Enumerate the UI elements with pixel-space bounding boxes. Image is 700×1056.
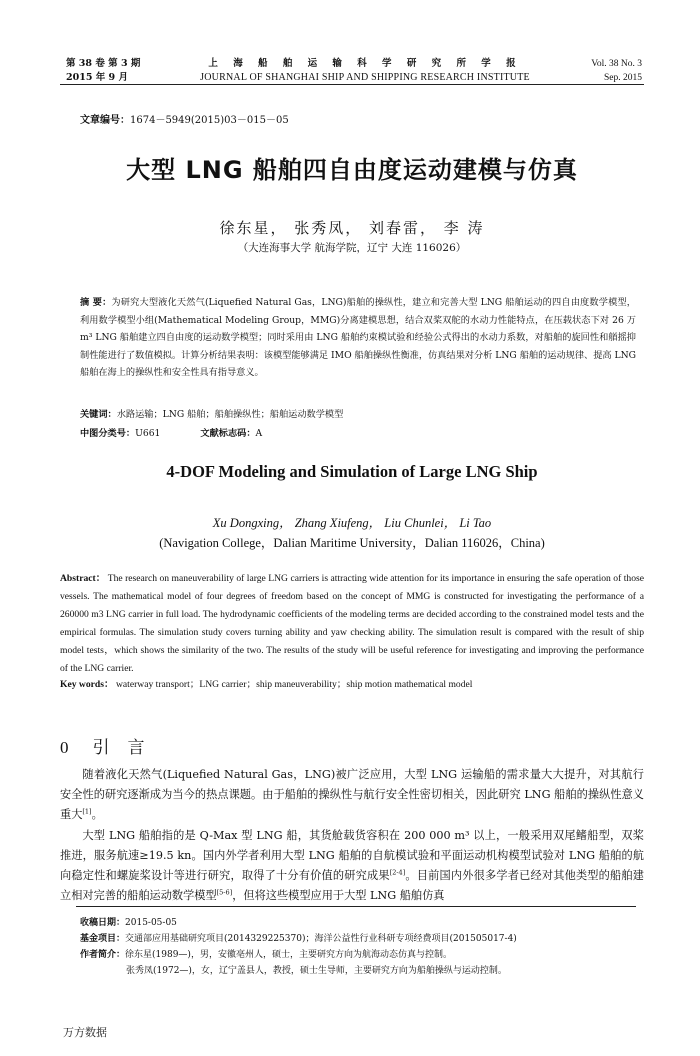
header-journal (170, 57, 560, 85)
journal-name-cn: 上 海 船 舶 运 输 科 学 研 究 所 学 报 (208, 58, 522, 69)
section-number: 0 (60, 738, 69, 757)
footnote-fund (80, 931, 640, 947)
header-volume-cn: 第 38 卷 第 3 期 (66, 58, 141, 69)
authors-en: Xu Dongxing， Zhang Xiufeng， Liu Chunlei， Li Tao (212, 516, 492, 530)
author-bio-label: 作者简介： (80, 950, 126, 960)
keywords-cn-text: 水路运输；LNG 船舶；船舶操纵性；船舶运动数学模型 (116, 409, 344, 420)
classification (80, 425, 262, 439)
citation-ref: [5-6] (216, 888, 233, 897)
paragraph-2-mid: 。目前国内外很多学者已经对其他类型的船舶建立相对完善的船舶运动数学模型 (60, 869, 644, 903)
footnote-divider (76, 906, 636, 907)
body-text (60, 765, 644, 906)
abstract-cn (80, 294, 636, 382)
header-volume-en: Vol. 38 No. 3 (591, 59, 642, 69)
abstract-cn-label: 摘 要： (80, 297, 112, 308)
paragraph-1-end: 。 (91, 808, 103, 822)
footnotes (80, 915, 640, 979)
section-heading (60, 733, 163, 758)
abstract-en-text: The research on maneuverability of large LNG carriers is attracting wide attention for its importance in ensuring the safe operation of those vessels. The mathematical model of four degrees of freedom based on the concept of MMG is constructed for investigating the performance of a 260000 m3 LNG carrier in full load. The hydrodynamic coefficients of the modeling terms are decided according to the constrained model tests and the empirical formulas. The simulation study covers turning ability and yaw checking ability. The simulation result is compared with the result of ship model tests，which shows the similarity of the two. The results of the study will be useful reference for investigating and improving the performance of the LNG carrier. (60, 573, 645, 674)
header-divider (60, 84, 644, 85)
article-number (80, 111, 289, 126)
paper-title-en: 4-DOF Modeling and Simulation of Large LNG Ship (166, 462, 538, 481)
citation-ref: [2-4] (389, 868, 406, 877)
citation-ref: [1] (82, 807, 92, 816)
abstract-cn-text: 为研究大型液化天然气(Liquefied Natural Gas，LNG)船舶的操纵性，建立和完善大型 LNG 船舶运动的四自由度数学模型，利用数学模型小组(Mathematical Modeling Group，MMG)分离建模思想，结合双桨双舵的水动力性能特点，在压载状态下对 26 万 m³ LNG 船舶建立四自由度的运动数学模型；同时采用由 LNG 船舶约束模试验和经验公式得出的水动力系数，对船舶的旋回性和艏摇抑制性能进行了数值模拟。计算分析结果表明：该模型能够满足 IMO 船舶操纵性衡准，仿真结果对分析 LNG 船舶的运动规律、提高 LNG 船舶在海上的操纵性和安全性具有指导意义。 (80, 297, 636, 378)
authors-cn: 徐东星， 张秀凤， 刘春雷， 李 涛 (219, 219, 485, 237)
received-label: 收稿日期： (80, 918, 126, 928)
keywords-cn (80, 406, 343, 420)
affiliation-cn: （大连海事大学 航海学院，辽宁 大连 116026） (237, 242, 467, 254)
paragraph (60, 826, 644, 907)
keywords-en-text: waterway transport；LNG carrier；ship maneuverability；ship motion mathematical model (115, 679, 473, 690)
watermark: 万方数据 (63, 1026, 107, 1039)
fund-label: 基金项目： (80, 934, 126, 944)
header-volume-en-block (591, 57, 642, 85)
footnote-author-2 (80, 963, 640, 979)
doc-code-value: A (255, 428, 263, 439)
paper-title-cn: 大型 LNG 船舶四自由度运动建模与仿真 (126, 156, 578, 184)
paragraph-2-text: 大型 LNG 船舶指的是 Q-Max 型 LNG 船，其货舱载货容积在 200 000 m³ 以上，一般采用双尾鳍船型，双桨推进，服务航速≥19.5 kn。国内外学者利用大型 LNG 船舶的自航模试验和平面运动机构模型试验对 LNG 船舶的航向稳定性和螺旋桨设计等进行研究，取得了十分有价值的研究成果 (60, 828, 644, 883)
header-date-cn: 2015 年 9 月 (66, 72, 128, 83)
footnote-author-1 (80, 947, 640, 963)
doc-code-label: 文献标志码： (200, 428, 256, 439)
clc-value: U661 (135, 428, 161, 439)
author-bio-2: 张秀凤(1972—)，女，辽宁盖县人，教授，硕士生导师，主要研究方向为船舶操纵与运动控制。 (126, 966, 507, 976)
received-date: 2015-05-05 (125, 918, 177, 928)
abstract-en (60, 570, 644, 678)
journal-name-en: JOURNAL OF SHANGHAI SHIP AND SHIPPING RESEARCH INSTITUTE (200, 72, 530, 83)
clc-label: 中图分类号： (80, 428, 136, 439)
keywords-en-label: Key words： (60, 679, 114, 690)
paragraph (60, 765, 644, 826)
fund-text: 交通部应用基础研究项目(2014329225370)；海洋公益性行业科研专项经费项目(201505017-4) (125, 934, 517, 944)
abstract-en-label: Abstract： (60, 573, 106, 584)
keywords-cn-label: 关键词： (80, 409, 117, 420)
article-number-label: 文章编号： (80, 115, 130, 126)
paragraph-1-text: 随着液化天然气(Liquefied Natural Gas，LNG)被广泛应用，大型 LNG 运输船的需求量大大提升，对其航行安全性的研究逐渐成为当今的热点课题。由于船舶的操纵性与航行安全性密切相关，因此研究 LNG 船舶的操纵性意义重大 (60, 768, 644, 822)
author-bio-1: 徐东星(1989—)，男，安徽亳州人，硕士，主要研究方向为航海动态仿真与控制。 (125, 950, 452, 960)
paragraph-2-end: ，但将这些模型应用于大型 LNG 船舶仿真 (232, 889, 445, 903)
header-volume-issue (66, 57, 140, 85)
keywords-en (60, 676, 644, 690)
section-title: 引言 (92, 738, 163, 758)
affiliation-en: (Navigation College，Dalian Maritime University，Dalian 116026，China) (159, 536, 545, 550)
footnote-received (80, 915, 640, 931)
header-date-en: Sep. 2015 (604, 73, 642, 83)
article-number-value: 1674－5949(2015)03－015－05 (130, 115, 289, 126)
